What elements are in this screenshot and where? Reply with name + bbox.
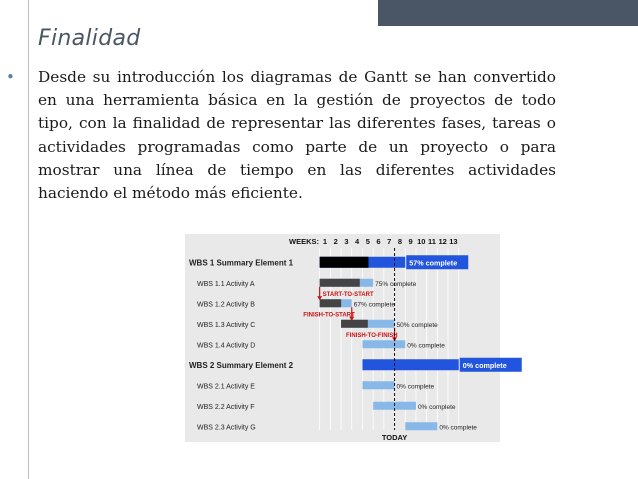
- gantt-status-label: 0% complete: [407, 342, 445, 350]
- gantt-row-label: WBS 1.4 Activity D: [197, 342, 256, 350]
- week-tick-label: 11: [428, 237, 436, 246]
- gantt-row-label: WBS 1.2 Activity B: [197, 301, 255, 309]
- week-tick-label: 10: [417, 237, 426, 246]
- gantt-row-label: WBS 2.1 Activity E: [197, 383, 255, 391]
- gantt-status-label: 0% complete: [462, 360, 507, 370]
- dependency-label: START-TO-START: [322, 292, 374, 298]
- bullet-point: •: [6, 68, 15, 86]
- gantt-bar-remaining: [362, 381, 394, 389]
- gantt-row-label: WBS 2.2 Activity F: [197, 403, 255, 411]
- gantt-status-label: 0% complete: [439, 424, 477, 432]
- dependency-label: FINISH-TO-START: [303, 312, 355, 319]
- gantt-status-label: 57% complete: [409, 258, 458, 268]
- gantt-row-label: WBS 1.3 Activity C: [197, 321, 256, 329]
- gantt-row-label: WBS 1.1 Activity A: [197, 280, 255, 288]
- gantt-bar-completed: [320, 279, 360, 287]
- gantt-status-label: 75% complete: [375, 280, 417, 288]
- week-tick-label: 8: [397, 237, 402, 246]
- gantt-row-label: WBS 1 Summary Element 1: [189, 258, 294, 268]
- title-bar-decoration: [378, 0, 638, 26]
- slide-paragraph: Desde su introducción los diagramas de Gantt se han convertido en una herramienta básica en la gestión de proyectos de todo tipo, con la finalidad de representar las diferentes fases, tareas o actividades programadas como parte de un proyecto o para mostrar una línea de tiempo en las diferentes actividades haciendo el método más eficiente.: [38, 68, 556, 203]
- weeks-label: WEEKS:: [289, 237, 319, 246]
- gantt-status-label: 67% complete: [353, 301, 395, 309]
- week-tick-label: 13: [449, 237, 458, 246]
- week-tick-label: 7: [387, 237, 392, 246]
- gantt-bar-completed: [320, 299, 342, 307]
- slide-title: Finalidad: [38, 26, 141, 51]
- week-tick-label: 3: [344, 237, 349, 246]
- today-label: TODAY: [381, 433, 408, 442]
- dependency-label: FINISH-TO-FINISH: [345, 333, 398, 339]
- week-tick-label: 5: [365, 237, 370, 246]
- gantt-bar-completed: [341, 320, 368, 328]
- gantt-status-label: 0% complete: [396, 383, 435, 391]
- gantt-row-label: WBS 2 Summary Element 2: [189, 360, 294, 370]
- gantt-row-label: WBS 2.3 Activity G: [197, 424, 256, 432]
- week-tick-label: 9: [408, 237, 413, 246]
- week-tick-label: 1: [322, 237, 328, 246]
- gantt-bar-remaining: [405, 422, 437, 430]
- gantt-chart-image: [185, 234, 507, 442]
- gantt-bar-remaining: [362, 340, 405, 348]
- gantt-bar-completed: [320, 257, 369, 268]
- gantt-chart-svg: [185, 234, 507, 442]
- week-tick-label: 6: [376, 237, 381, 246]
- week-tick-label: 4: [355, 237, 360, 246]
- gantt-bar-remaining: [362, 359, 458, 370]
- week-tick-label: 2: [333, 237, 338, 246]
- week-tick-label: 12: [438, 237, 447, 246]
- left-margin-line: [28, 0, 29, 479]
- gantt-status-label: 50% complete: [396, 321, 438, 329]
- gantt-status-label: 0% complete: [417, 403, 456, 411]
